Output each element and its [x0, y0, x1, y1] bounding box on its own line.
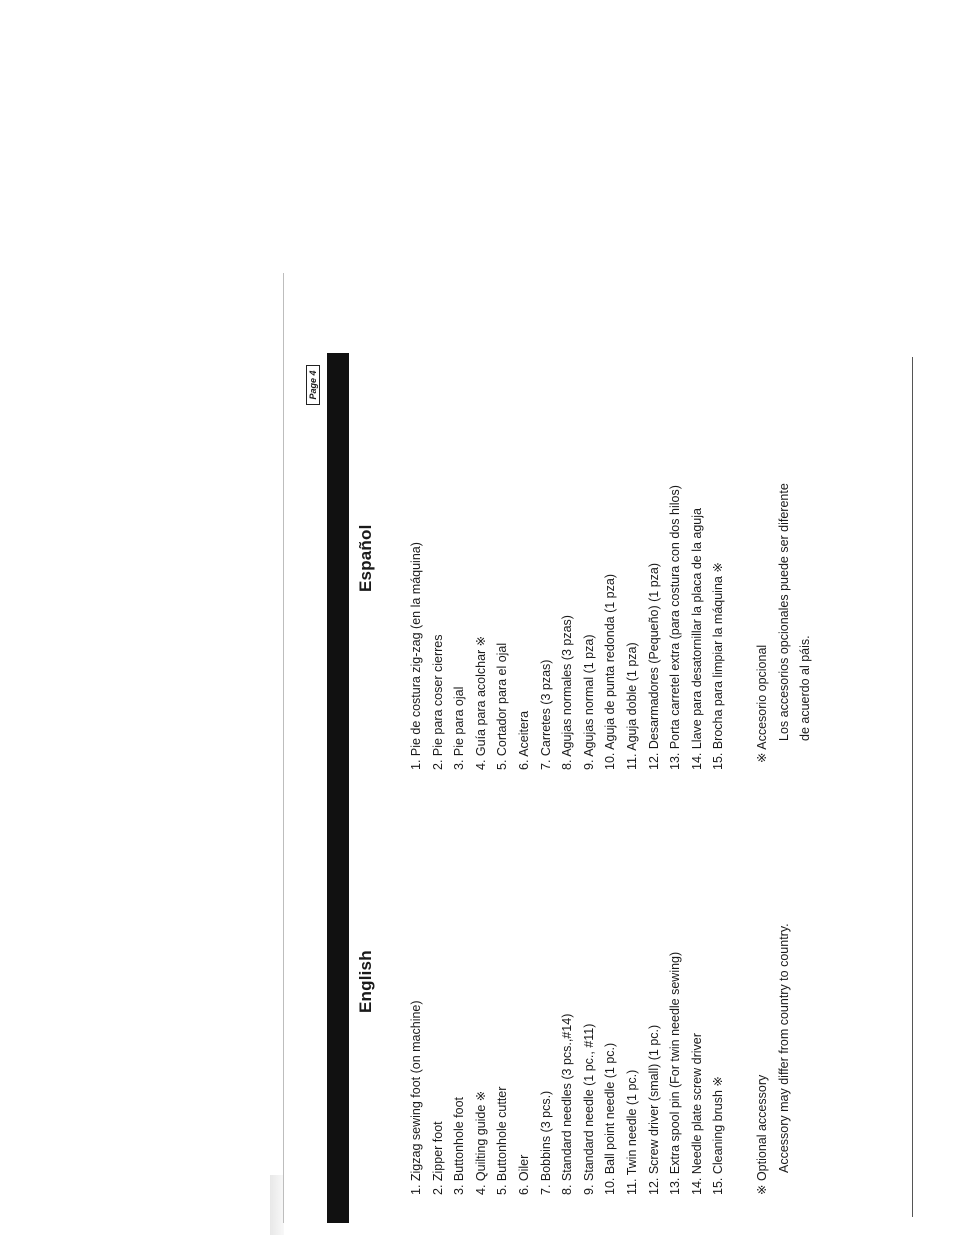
list-item: 2. Zipper foot [430, 1121, 445, 1195]
list-item: 11. Twin needle (1 pc.) [624, 1069, 639, 1195]
list-item: 9. Agujas normal (1 pza) [581, 634, 596, 770]
list-item: 4. Quilting guide ※ [473, 1090, 488, 1195]
list-item: 7. Carretes (3 pzas) [538, 659, 553, 770]
list-item: 14. Needle plate screw driver [689, 1033, 704, 1195]
list-item: 4. Guía para acolchar ※ [473, 635, 488, 770]
list-item: 13. Porta carretel extra (para costura con dos hilos) [668, 485, 683, 770]
list-item: 10. Ball point needle (1 pc.) [603, 1042, 618, 1195]
list-item: 10. Aguja de punta redonda (1 pza) [603, 574, 618, 770]
list-item: 1. Pie de costura zig-zag (en la máquina) [409, 542, 423, 770]
spanish-optional-note [752, 343, 817, 763]
top-rule [283, 273, 284, 1223]
list-item: 3. Buttonhole foot [452, 1097, 467, 1195]
list-item: 7. Bobbins (3 pcs.) [538, 1090, 553, 1195]
note-title: ※ Optional accessory [755, 1074, 769, 1195]
list-item: 5. Cortador para el ojal [495, 642, 510, 770]
list-item: 14. Llave para desatornillar la placa de la aguja [689, 508, 704, 770]
list-item: 5. Buttonhole cutter [495, 1086, 510, 1195]
english-heading: English [356, 950, 375, 1013]
note-text-line-1: Los accesorios opcionales puede ser diferente [776, 483, 791, 741]
list-item: 6. Oiler [516, 1154, 531, 1195]
english-accessory-list [406, 815, 730, 1195]
list-item: 15. Brocha para limpiar la máquina ※ [711, 562, 726, 770]
list-item: 15. Cleaning brush ※ [711, 1076, 726, 1195]
list-item: 13. Extra spool pin (For twin needle sewing) [668, 951, 683, 1195]
header-bar [327, 353, 349, 1223]
list-item: 8. Standard needles (3 pcs.,#14) [560, 1013, 575, 1195]
english-optional-note [752, 775, 795, 1195]
note-title: ※ Accesorio opcional [755, 644, 769, 763]
list-item: 12. Desarmadores (Pequeño) (1 pza) [646, 562, 661, 770]
spanish-heading: Español [356, 524, 375, 592]
bottom-rule [912, 357, 913, 1217]
list-item: 3. Pie para ojal [452, 686, 467, 770]
list-item: 6. Aceitera [516, 710, 531, 770]
list-item: 1. Zigzag sewing foot (on machine) [409, 1000, 423, 1195]
list-item: 9. Standard needle (1 pc., #11) [581, 1023, 596, 1195]
spanish-accessory-list [406, 350, 730, 770]
note-text-line-2: de acuerdo al páis. [798, 635, 813, 741]
list-item: 2. Pie para coser cierres [430, 634, 445, 770]
page-number-tag: Page 4 [306, 365, 320, 405]
list-item: 8. Agujas normales (3 pzas) [560, 615, 575, 770]
note-text: Accessory may differ from country to country. [776, 923, 791, 1173]
scan-edge-shadow [270, 1175, 284, 1235]
list-item: 12. Screw driver (small) (1 pc.) [646, 1024, 661, 1195]
list-item: 11. Aguja doble (1 pza) [624, 642, 639, 770]
